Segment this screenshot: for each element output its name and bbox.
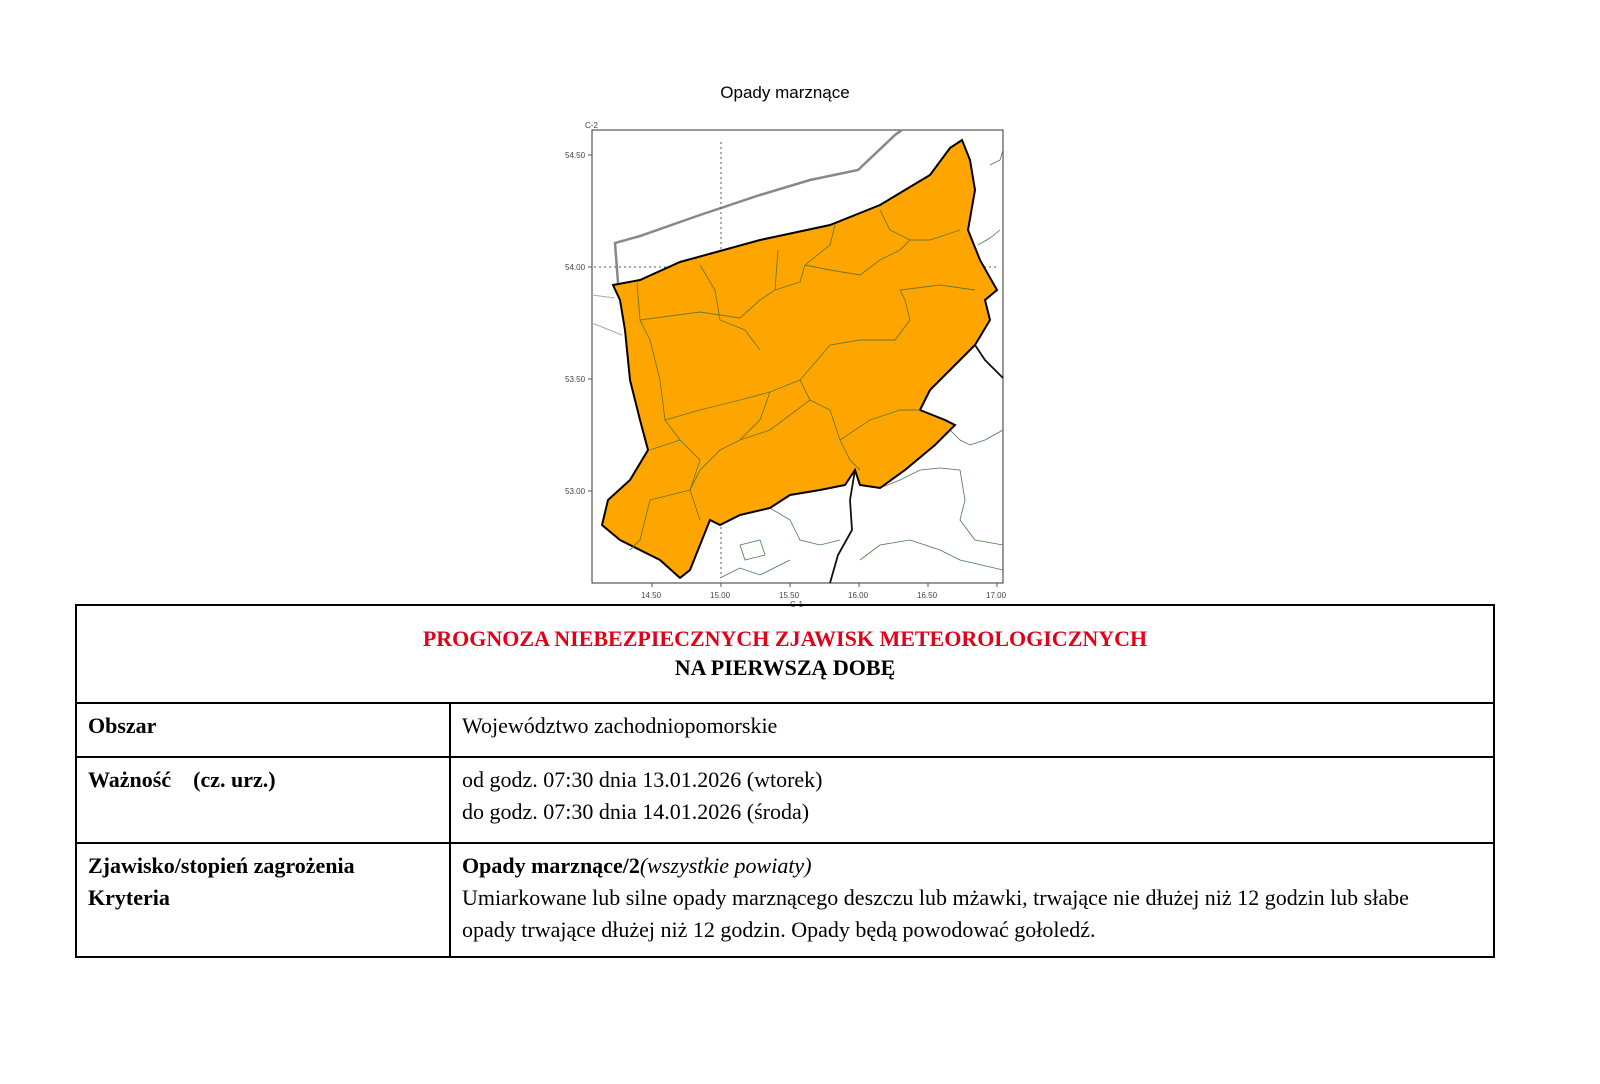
validity-label: Ważność (cz. urz.): [76, 757, 450, 843]
validity-value: [450, 757, 1494, 843]
warning-subtitle: NA PIERWSZĄ DOBĘ: [674, 655, 896, 680]
criteria-value: Umiarkowane lub silne opady marznącego deszczu lub mżawki, trwające nie dłużej niż 12 godzin lub słabe opady trwające dłużej niż 12 godzin. Opady będą powodować gołoledź.: [462, 885, 1409, 942]
area-value: Województwo zachodniopomorskie: [450, 703, 1494, 757]
phenomenon-scope: (wszystkie powiaty): [639, 853, 812, 878]
phenomenon-label: Zjawisko/stopień zagrożenia: [88, 853, 355, 878]
table-row: [76, 757, 1494, 843]
warning-header: [76, 605, 1494, 703]
warning-title: PROGNOZA NIEBEZPIECZNYCH ZJAWISK METEOROLOGICZNYCH: [422, 626, 1148, 651]
criteria-label: Kryteria: [88, 885, 170, 910]
lon-tick-label: 15.50: [779, 591, 800, 600]
lon-tick-label: 17.00: [986, 591, 1007, 600]
table-row: [76, 703, 1494, 757]
lat-tick-label: 53.00: [565, 487, 586, 496]
lat-tick-label: 54.50: [565, 151, 586, 160]
lat-tick-label: 53.50: [565, 375, 586, 384]
map-corner-label: C-2: [585, 121, 598, 130]
map-bottom-label: C-1: [790, 600, 803, 609]
validity-to: do godz. 07:30 dnia 14.01.2026 (środa): [462, 799, 810, 824]
lon-tick-label: 16.50: [917, 591, 938, 600]
lon-tick-label: 14.50: [641, 591, 662, 600]
area-label: Obszar: [76, 703, 450, 757]
phenomenon-value: Opady marznące/2: [462, 853, 640, 878]
lon-tick-label: 16.00: [848, 591, 869, 600]
lon-tick-label: 15.00: [710, 591, 731, 600]
lat-tick-label: 54.00: [565, 263, 586, 272]
phenomenon-criteria-value: [450, 843, 1494, 957]
table-row: [76, 843, 1494, 957]
warning-table: [75, 604, 1495, 958]
validity-from: od godz. 07:30 dnia 13.01.2026 (wtorek): [462, 767, 823, 792]
phenomenon-criteria-label: [76, 843, 450, 957]
map-title: Opady marznące: [720, 83, 850, 102]
region-zachodniopomorskie: [602, 140, 997, 578]
